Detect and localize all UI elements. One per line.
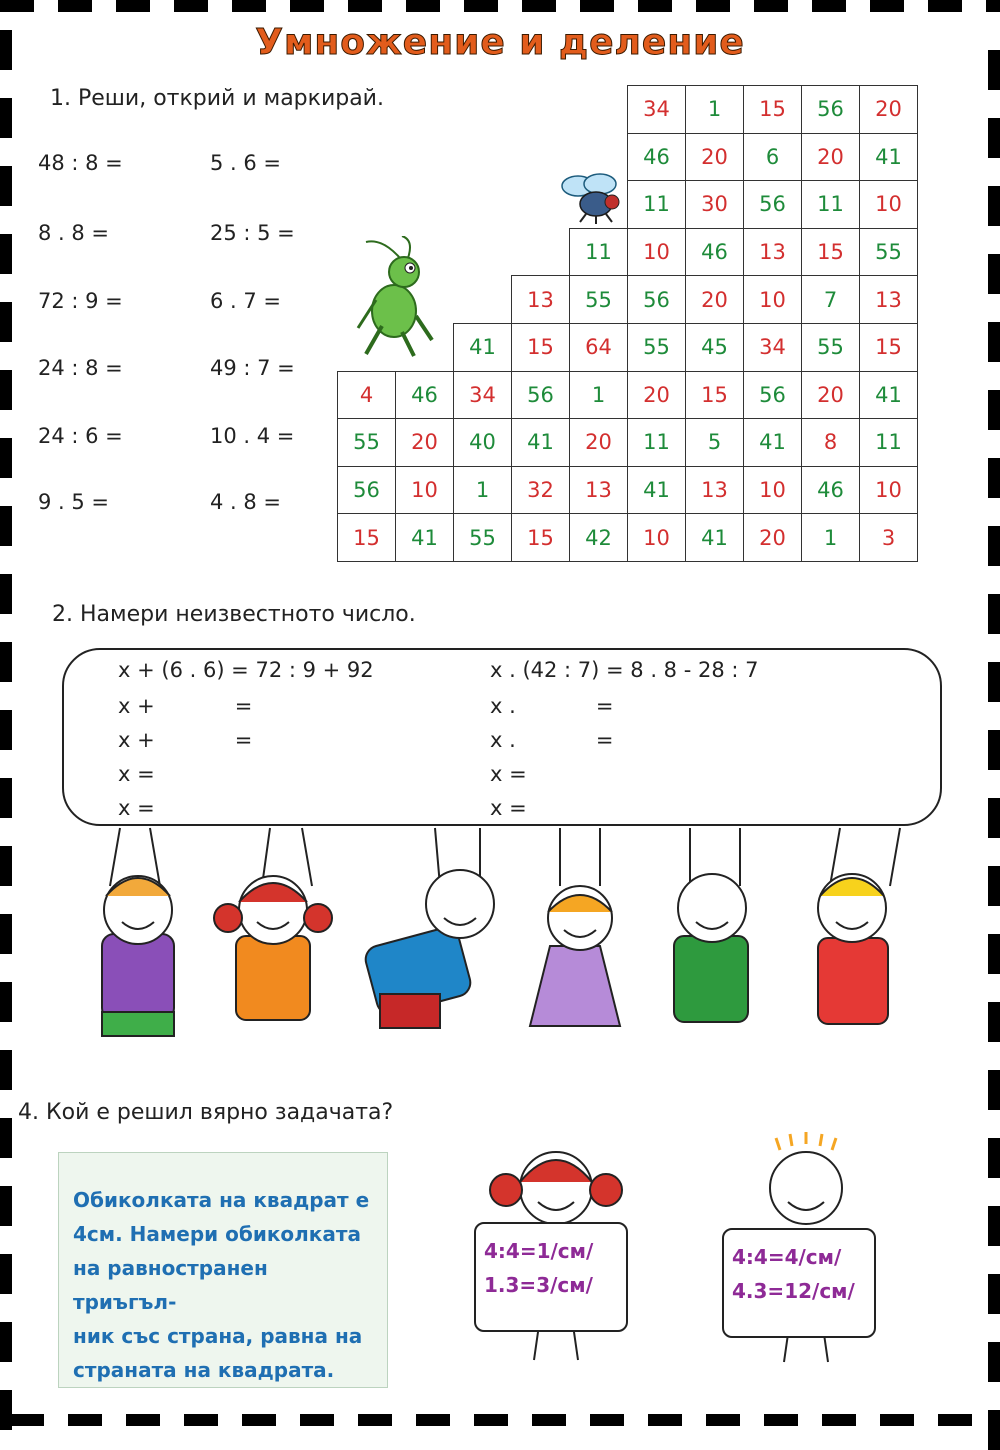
- border-dash: [988, 1002, 1000, 1042]
- border-dash: [232, 0, 266, 12]
- grid-cell[interactable]: 15: [511, 323, 570, 372]
- task2-left-line: x =: [118, 796, 155, 820]
- task2-left-line: x + (6 . 6) = 72 : 9 + 92: [118, 658, 374, 682]
- grid-cell[interactable]: 7: [801, 275, 860, 324]
- grid-cell[interactable]: 34: [453, 371, 512, 420]
- equation-right: 6 . 7 =: [210, 289, 282, 313]
- grid-cell[interactable]: 15: [801, 228, 860, 277]
- equation-right: 4 . 8 =: [210, 490, 282, 514]
- equation-left: 8 . 8 =: [38, 221, 110, 245]
- equation-right: 10 . 4 =: [210, 424, 295, 448]
- task2-left-line: x + =: [118, 694, 253, 718]
- grid-cell[interactable]: 11: [627, 418, 686, 467]
- grid-cell[interactable]: 10: [743, 275, 802, 324]
- border-dash: [764, 1414, 798, 1426]
- border-dash: [0, 642, 12, 682]
- border-dash: [116, 0, 150, 12]
- border-dash: [986, 0, 1000, 12]
- grid-cell[interactable]: 15: [511, 513, 570, 562]
- grid-cell[interactable]: 32: [511, 466, 570, 515]
- grid-cell[interactable]: 41: [743, 418, 802, 467]
- grid-cell[interactable]: 1: [569, 371, 628, 420]
- grid-cell[interactable]: 13: [859, 275, 918, 324]
- grid-cell[interactable]: 15: [685, 371, 744, 420]
- border-dash: [290, 0, 324, 12]
- boy-sign-line: 4.3=12/см/: [732, 1279, 855, 1303]
- border-dash: [590, 1414, 624, 1426]
- grid-cell[interactable]: 15: [743, 85, 802, 134]
- equation-left: 72 : 9 =: [38, 289, 123, 313]
- task2-right-line: x =: [490, 796, 527, 820]
- grid-cell[interactable]: 46: [627, 133, 686, 182]
- border-dash: [126, 1414, 160, 1426]
- grid-cell[interactable]: 41: [453, 323, 512, 372]
- equation-left: 48 : 8 =: [38, 151, 123, 175]
- grid-cell[interactable]: 20: [801, 371, 860, 420]
- grid-cell[interactable]: 30: [685, 180, 744, 229]
- grid-cell[interactable]: 13: [569, 466, 628, 515]
- grid-cell[interactable]: 20: [859, 85, 918, 134]
- grid-cell[interactable]: 1: [453, 466, 512, 515]
- border-dash: [0, 1322, 12, 1362]
- border-dash: [706, 1414, 740, 1426]
- grid-cell[interactable]: 13: [511, 275, 570, 324]
- border-dash: [68, 1414, 102, 1426]
- border-dash: [988, 186, 1000, 226]
- border-dash: [938, 1414, 972, 1426]
- border-dash: [988, 730, 1000, 770]
- equation-right: 5 . 6 =: [210, 151, 282, 175]
- grid-cell[interactable]: 64: [569, 323, 628, 372]
- grid-cell[interactable]: 46: [801, 466, 860, 515]
- grid-cell[interactable]: 1: [801, 513, 860, 562]
- grid-cell[interactable]: 42: [569, 513, 628, 562]
- problem-line: на равностранен триъгъл-: [73, 1256, 268, 1314]
- grid-cell[interactable]: 13: [743, 228, 802, 277]
- border-dash: [988, 254, 1000, 294]
- border-dash: [348, 0, 382, 12]
- border-dash: [0, 846, 12, 886]
- grid-cell[interactable]: 11: [569, 228, 628, 277]
- grid-cell[interactable]: 15: [337, 513, 396, 562]
- task2-label: 2. Намери неизвестното число.: [52, 602, 416, 627]
- grid-cell[interactable]: 55: [453, 513, 512, 562]
- grid-cell[interactable]: 55: [801, 323, 860, 372]
- grid-cell[interactable]: 46: [395, 371, 454, 420]
- grid-cell[interactable]: 56: [627, 275, 686, 324]
- title-text: Умножение и деление: [255, 22, 745, 63]
- border-dash: [0, 1118, 12, 1158]
- equation-left: 24 : 6 =: [38, 424, 123, 448]
- grid-cell[interactable]: 34: [743, 323, 802, 372]
- border-dash: [406, 0, 440, 12]
- border-dash: [988, 390, 1000, 430]
- border-dash: [988, 1342, 1000, 1382]
- page-title: [0, 22, 1000, 63]
- border-dash: [10, 1414, 44, 1426]
- problem-line: страната на квадрата.: [73, 1358, 335, 1382]
- grid-cell[interactable]: 10: [743, 466, 802, 515]
- grid-cell[interactable]: 34: [627, 85, 686, 134]
- grid-cell[interactable]: 20: [685, 133, 744, 182]
- grid-cell[interactable]: 56: [743, 180, 802, 229]
- grid-cell[interactable]: 10: [627, 228, 686, 277]
- border-dash: [928, 0, 962, 12]
- task2-left-line: x =: [118, 762, 155, 786]
- task2-right-line: x . =: [490, 694, 614, 718]
- problem-line: 4см. Намери обиколката: [73, 1222, 361, 1246]
- grid-cell[interactable]: 6: [743, 133, 802, 182]
- border-dash: [988, 526, 1000, 566]
- grid-cell[interactable]: 4: [337, 371, 396, 420]
- border-dash: [0, 370, 12, 410]
- border-dash: [988, 1274, 1000, 1314]
- grid-cell[interactable]: 56: [511, 371, 570, 420]
- border-dash: [0, 0, 34, 12]
- border-dash: [174, 0, 208, 12]
- border-dash: [988, 934, 1000, 974]
- grid-cell[interactable]: 41: [859, 133, 918, 182]
- border-dash: [474, 1414, 508, 1426]
- grid-cell[interactable]: 55: [859, 228, 918, 277]
- border-dash: [358, 1414, 392, 1426]
- border-dash: [0, 1254, 12, 1294]
- grid-cell[interactable]: 11: [801, 180, 860, 229]
- grid-cell[interactable]: 11: [627, 180, 686, 229]
- girl-sign-line: 1.3=3/см/: [484, 1273, 593, 1297]
- border-dash: [988, 866, 1000, 906]
- kids-illustration: [40, 826, 960, 1066]
- grid-cell[interactable]: 41: [511, 418, 570, 467]
- border-dash: [58, 0, 92, 12]
- task1-label: 1. Реши, открий и маркирай.: [50, 86, 384, 111]
- border-dash: [184, 1414, 218, 1426]
- border-dash: [988, 594, 1000, 634]
- grid-cell[interactable]: 10: [859, 466, 918, 515]
- problem-line: Обиколката на квадрат е: [73, 1188, 370, 1212]
- border-dash: [0, 1390, 12, 1430]
- grid-cell[interactable]: 13: [685, 466, 744, 515]
- border-dash: [648, 1414, 682, 1426]
- border-dash: [0, 166, 12, 206]
- girl-sign-line: 4:4=1/см/: [484, 1239, 594, 1263]
- equation-right: 25 : 5 =: [210, 221, 295, 245]
- task2-right-line: x =: [490, 762, 527, 786]
- border-dash: [822, 1414, 856, 1426]
- task2-left-line: x + =: [118, 728, 253, 752]
- task2-right-line: x . =: [490, 728, 614, 752]
- grid-cell[interactable]: 20: [395, 418, 454, 467]
- grid-cell[interactable]: 56: [337, 466, 396, 515]
- border-dash: [696, 0, 730, 12]
- grid-cell[interactable]: 41: [859, 371, 918, 420]
- border-dash: [870, 0, 904, 12]
- grid-cell[interactable]: 15: [859, 323, 918, 372]
- border-dash: [988, 662, 1000, 702]
- grid-cell[interactable]: 5: [685, 418, 744, 467]
- border-dash: [580, 0, 614, 12]
- equation-left: 9 . 5 =: [38, 490, 110, 514]
- grid-cell[interactable]: 11: [859, 418, 918, 467]
- border-dash: [242, 1414, 276, 1426]
- boy-answer-sign: [722, 1228, 876, 1338]
- border-dash: [988, 458, 1000, 498]
- border-dash: [988, 1206, 1000, 1246]
- border-dash: [0, 506, 12, 546]
- grid-cell[interactable]: 41: [627, 466, 686, 515]
- border-dash: [416, 1414, 450, 1426]
- border-dash: [0, 574, 12, 614]
- grid-cell[interactable]: 45: [685, 323, 744, 372]
- grid-cell[interactable]: 56: [743, 371, 802, 420]
- border-dash: [464, 0, 498, 12]
- equation-left: 24 : 8 =: [38, 356, 123, 380]
- border-dash: [812, 0, 846, 12]
- border-dash: [300, 1414, 334, 1426]
- border-dash: [0, 1186, 12, 1226]
- border-dash: [0, 914, 12, 954]
- boy-sign-line: 4:4=4/см/: [732, 1245, 842, 1269]
- grid-cell[interactable]: 20: [569, 418, 628, 467]
- border-dash: [988, 118, 1000, 158]
- grasshopper-icon: [352, 236, 442, 360]
- grid-cell[interactable]: 3: [859, 513, 918, 562]
- border-dash: [988, 322, 1000, 362]
- task2-right-line: x . (42 : 7) = 8 . 8 - 28 : 7: [490, 658, 759, 682]
- grid-cell[interactable]: 40: [453, 418, 512, 467]
- girl-answer-sign: [474, 1222, 628, 1332]
- task4-label: 4. Кой е решил вярно задачата?: [18, 1100, 394, 1125]
- border-dash: [0, 778, 12, 818]
- border-dash: [988, 1410, 1000, 1450]
- border-dash: [532, 1414, 566, 1426]
- grid-cell[interactable]: 55: [569, 275, 628, 324]
- border-dash: [522, 0, 556, 12]
- grid-cell[interactable]: 8: [801, 418, 860, 467]
- grid-cell[interactable]: 41: [685, 513, 744, 562]
- grid-cell[interactable]: 55: [337, 418, 396, 467]
- border-dash: [754, 0, 788, 12]
- grid-cell[interactable]: 20: [627, 371, 686, 420]
- grid-cell[interactable]: 10: [395, 466, 454, 515]
- grid-cell[interactable]: 55: [627, 323, 686, 372]
- equation-right: 49 : 7 =: [210, 356, 295, 380]
- grid-cell[interactable]: 46: [685, 228, 744, 277]
- border-dash: [0, 98, 12, 138]
- border-dash: [880, 1414, 914, 1426]
- border-dash: [0, 1050, 12, 1090]
- border-dash: [638, 0, 672, 12]
- border-dash: [0, 302, 12, 342]
- grid-cell[interactable]: 41: [395, 513, 454, 562]
- grid-cell[interactable]: 10: [627, 513, 686, 562]
- border-dash: [988, 1138, 1000, 1178]
- grid-cell[interactable]: 10: [859, 180, 918, 229]
- grid-cell[interactable]: 56: [801, 85, 860, 134]
- problem-line: ник със страна, равна на: [73, 1324, 363, 1348]
- problem-box: [58, 1152, 388, 1388]
- border-dash: [0, 438, 12, 478]
- border-dash: [0, 710, 12, 750]
- border-dash: [0, 982, 12, 1022]
- border-dash: [0, 234, 12, 274]
- grid-cell[interactable]: 1: [685, 85, 744, 134]
- border-dash: [988, 1070, 1000, 1110]
- border-dash: [988, 798, 1000, 838]
- fly-icon: [556, 172, 626, 224]
- grid-cell[interactable]: 20: [685, 275, 744, 324]
- grid-cell[interactable]: 20: [801, 133, 860, 182]
- grid-cell[interactable]: 20: [743, 513, 802, 562]
